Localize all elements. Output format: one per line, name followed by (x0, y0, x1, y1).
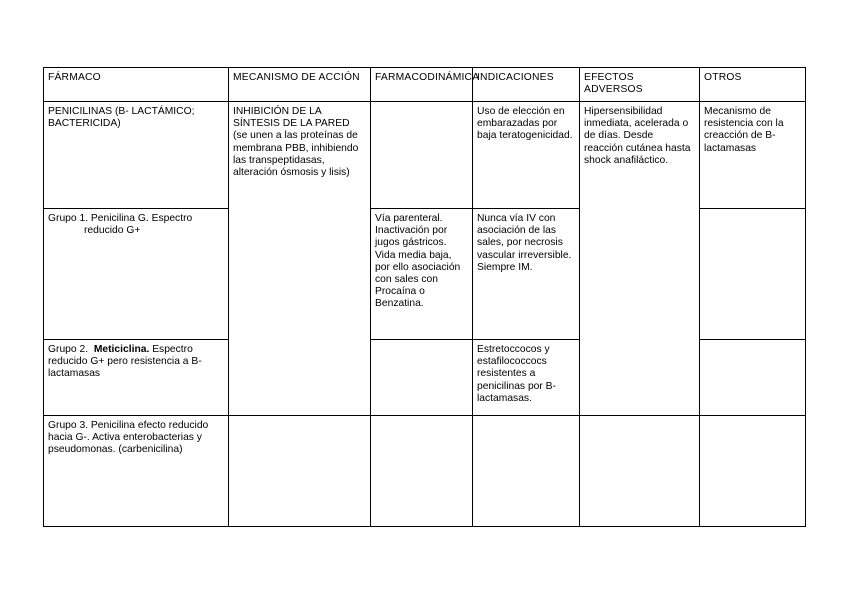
header-efectos: EFECTOS ADVERSOS (580, 68, 700, 102)
grupo2-prefix: Grupo 2. (48, 344, 89, 355)
cell-grupo3-efectos (580, 416, 700, 527)
mecanismo-detail: (se unen a las proteínas de membrana PBB, inhibiendo las transpeptidasas, alteración ósmosis y lisis) (233, 130, 359, 179)
table-row-grupo3 (44, 416, 806, 527)
cell-grupo1-farmaco (44, 209, 229, 340)
cell-grupo2-farmaco (44, 340, 229, 416)
cell-grupo2-indicaciones: Estretoccocos y estafilococcocs resistentes a penicilinas por B-lactamasas. (473, 340, 580, 416)
cell-grupo1-farmacodinamica: Vía parenteral. Inactivación por jugos gástricos. Vida media baja, por ello asociación con sales con Procaína o Benzatina. (371, 209, 473, 340)
cell-penicilinas-otros: Mecanismo de resistencia con la creacción de B-lactamasas (700, 102, 806, 209)
header-farmaco: FÁRMACO (44, 68, 229, 102)
grupo2-drug-name: Meticiclina. (93, 344, 150, 355)
table-row-penicilinas (44, 102, 806, 209)
cell-penicilinas-farmaco: PENICILINAS (B- LACTÁMICO; BACTERICIDA) (44, 102, 229, 209)
cell-grupo3-farmaco: Grupo 3. Penicilina efecto reducido hacia G-. Activa enterobacterias y pseudomonas. (carbenicilina) (44, 416, 229, 527)
cell-penicilinas-farmacodinamica (371, 102, 473, 209)
header-farmacodinamica: FARMACODINÁMICA (371, 68, 473, 102)
mecanismo-title: INHIBICIÓN DE LA SÍNTESIS DE LA PARED (233, 106, 350, 130)
cell-grupo3-mecanismo (229, 416, 371, 527)
pharmacology-table (43, 67, 806, 527)
header-indicaciones: INDICACIONES (473, 68, 580, 102)
cell-grupo2-farmacodinamica (371, 340, 473, 416)
grupo2-description: Espectro reducido G+ pero resistencia a B-lactamasas (48, 344, 202, 380)
grupo1-line1: Grupo 1. Penicilina G. Espectro (48, 213, 193, 224)
cell-penicilinas-indicaciones: Uso de elección en embarazadas por baja teratogenicidad. (473, 102, 580, 209)
header-mecanismo: MECANISMO DE ACCIÓN (229, 68, 371, 102)
cell-grupo3-otros (700, 416, 806, 527)
cell-grupo1-otros (700, 209, 806, 340)
cell-penicilinas-efectos: Hipersensibilidad inmediata, acelerada o de días. Desde reacción cutánea hasta shock anafiláctico. (580, 102, 700, 416)
header-row (44, 68, 806, 102)
cell-grupo3-indicaciones (473, 416, 580, 527)
cell-grupo1-indicaciones: Nunca vía IV con asociación de las sales, por necrosis vascular irreversible. Siempre IM. (473, 209, 580, 340)
header-otros: OTROS (700, 68, 806, 102)
cell-grupo3-farmacodinamica (371, 416, 473, 527)
cell-grupo2-otros (700, 340, 806, 416)
cell-penicilinas-mecanismo (229, 102, 371, 416)
grupo1-line2: reducido G+ (84, 225, 141, 237)
